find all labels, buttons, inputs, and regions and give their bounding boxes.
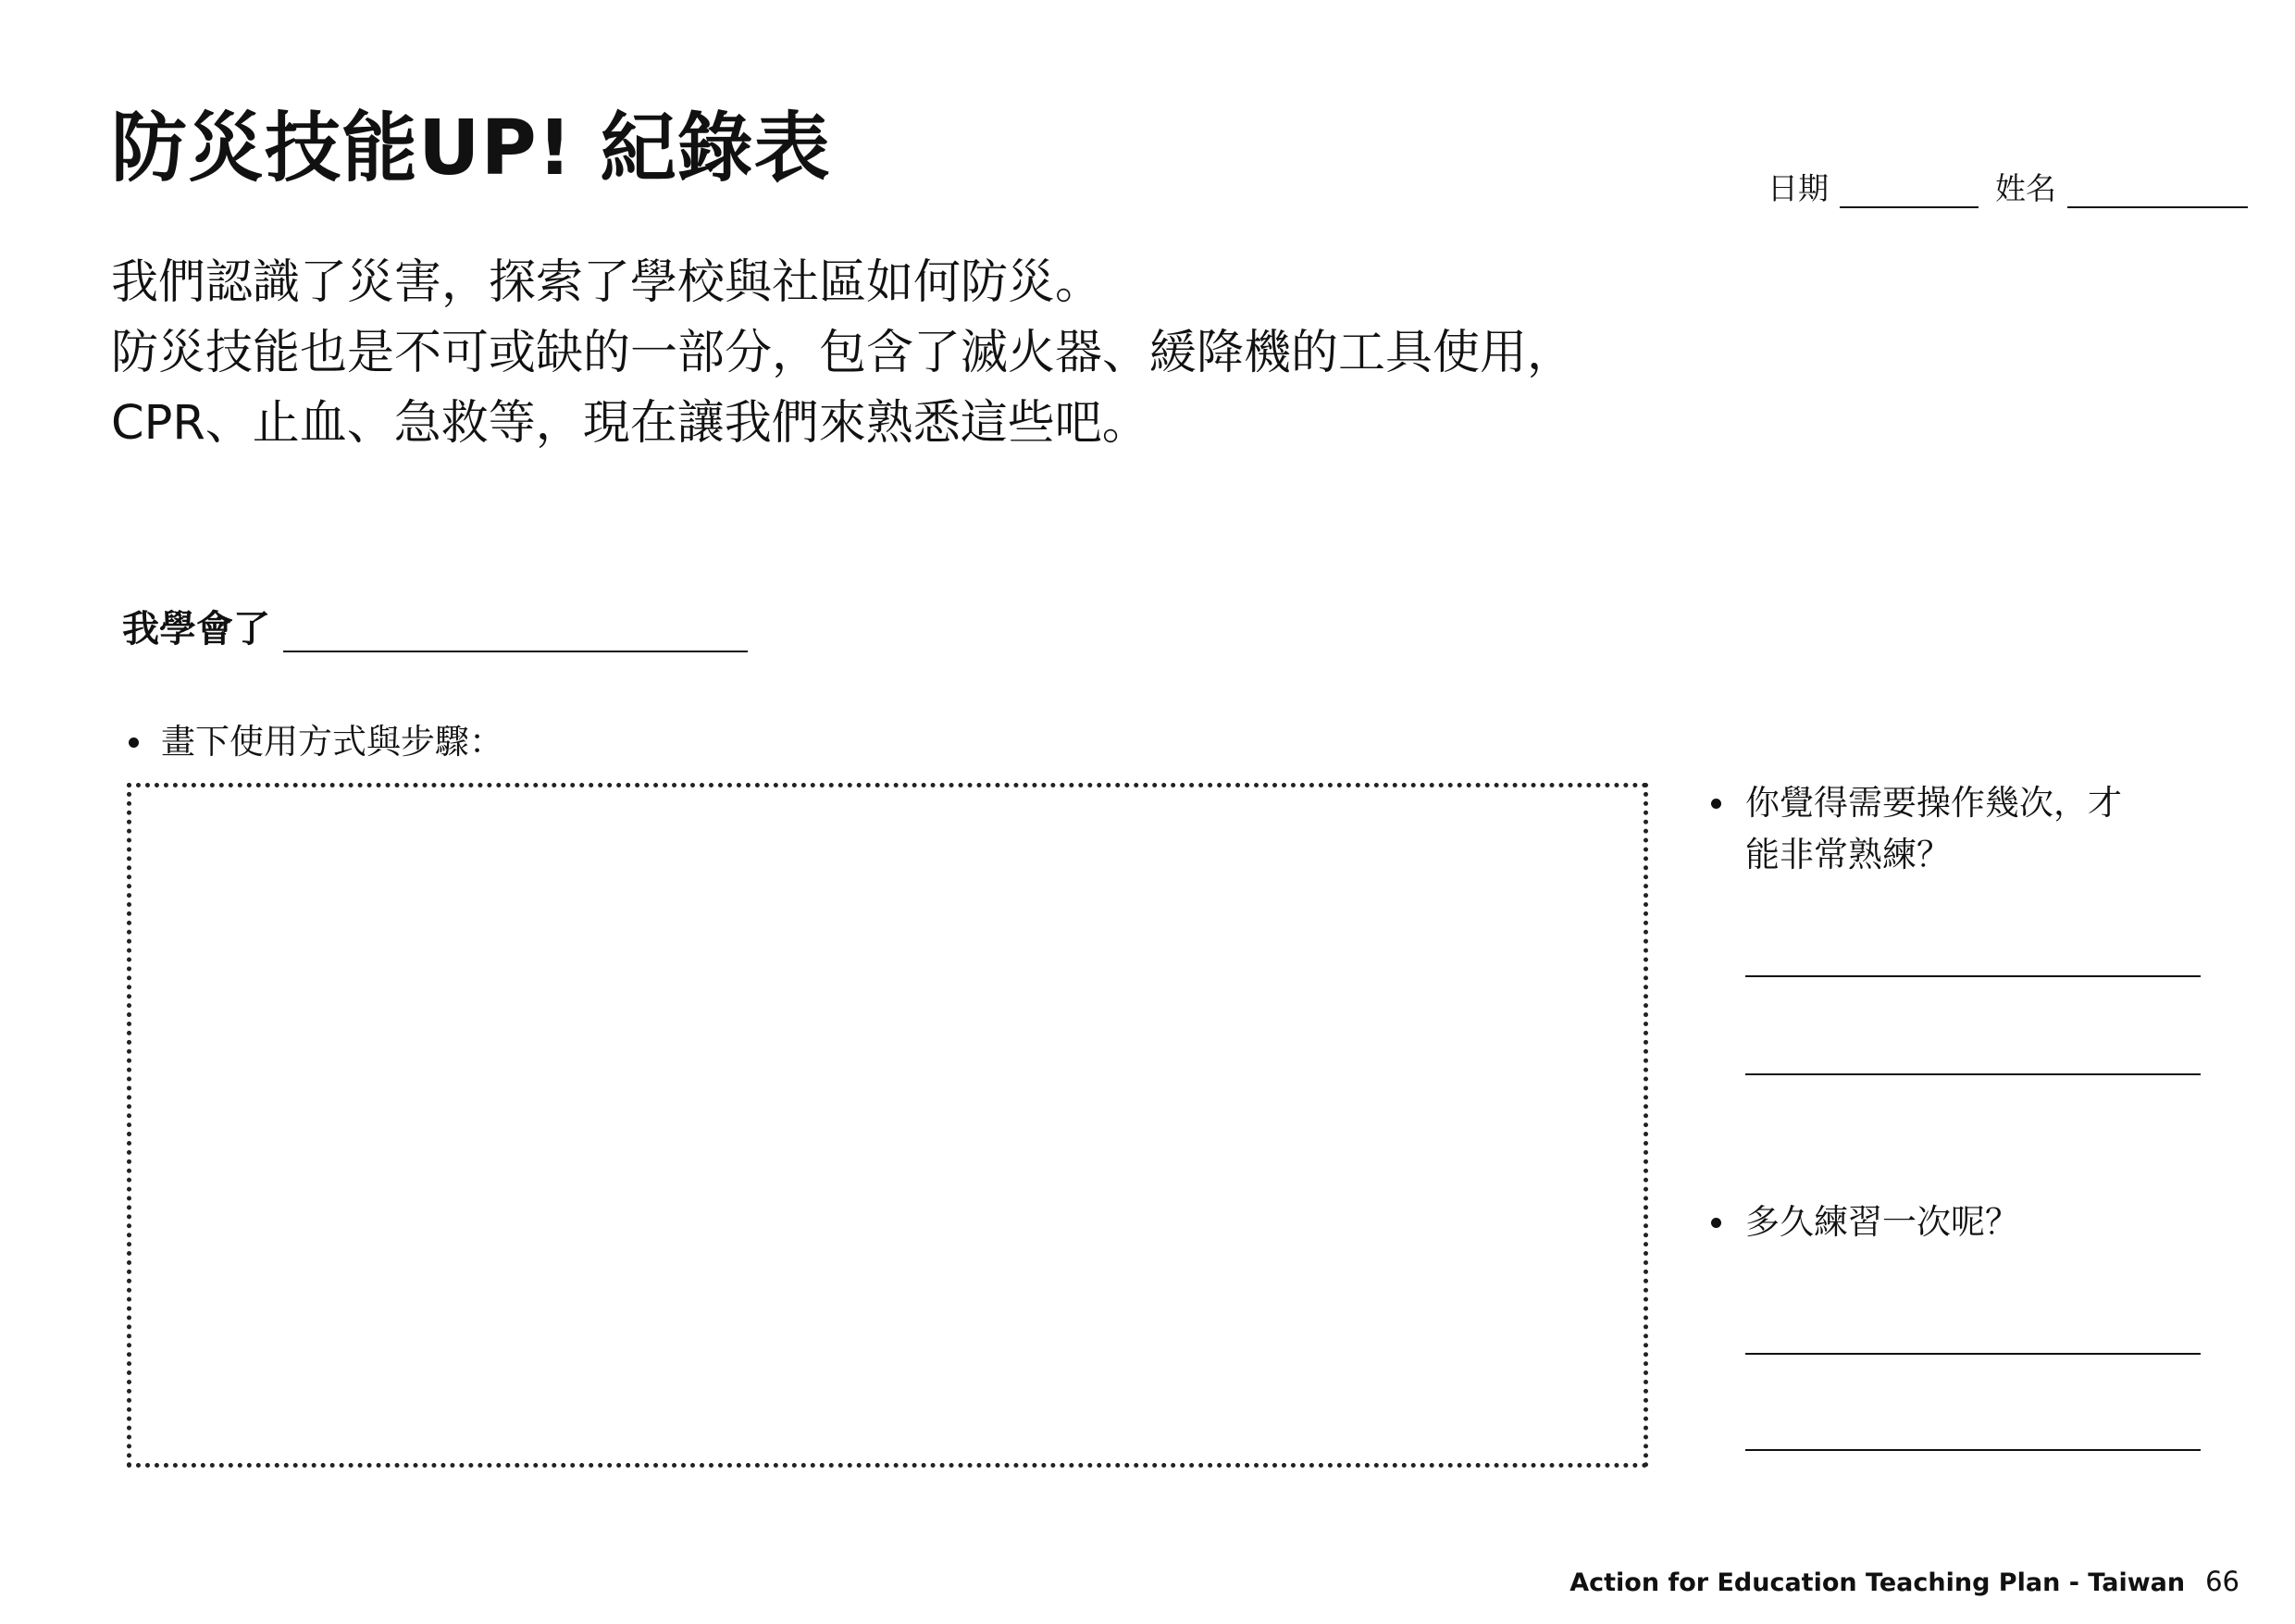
intro-line: 防災技能也是不可或缺的一部分，包含了滅火器、緩降機的工具使用， xyxy=(111,326,1575,380)
name-field[interactable] xyxy=(1995,165,2248,208)
bullet-icon xyxy=(129,738,139,748)
question-practice-times xyxy=(1745,777,2122,881)
answer-line[interactable] xyxy=(1745,1449,2201,1451)
page-footer xyxy=(1569,1566,2239,1597)
learned-label: 我學會了 xyxy=(122,608,270,651)
drawing-prompt: 畫下使用方式與步驟： xyxy=(161,722,503,762)
learned-field[interactable] xyxy=(122,600,748,652)
question-practice-frequency xyxy=(1745,1196,2019,1248)
question-line: 能非常熟練？ xyxy=(1745,835,1951,874)
page-title: 防災技能UP! 紀錄表 xyxy=(111,105,831,192)
intro-line: CPR、止血、急救等，現在讓我們來熟悉這些吧。 xyxy=(111,396,1149,451)
date-field[interactable] xyxy=(1768,165,1979,208)
page-number: 66 xyxy=(2205,1566,2239,1597)
bullet-icon xyxy=(1711,1218,1721,1228)
answer-line[interactable] xyxy=(1745,975,2201,977)
intro-paragraph xyxy=(111,248,1574,459)
name-label: 姓名 xyxy=(1995,170,2056,206)
question-line: 你覺得需要操作幾次，才 xyxy=(1745,783,2122,823)
question-line: 多久練習一次呢？ xyxy=(1745,1202,2019,1242)
footer-text: Action for Education Teaching Plan - Taiwan xyxy=(1569,1568,2186,1597)
intro-line: 我們認識了災害，探索了學校與社區如何防災。 xyxy=(111,255,1103,310)
date-label: 日期 xyxy=(1768,170,1829,206)
answer-line[interactable] xyxy=(1745,1073,2201,1075)
date-input-line[interactable] xyxy=(1840,179,1979,208)
drawing-area[interactable] xyxy=(127,783,1648,1468)
name-input-line[interactable] xyxy=(2067,179,2248,208)
learned-input-line[interactable] xyxy=(283,614,748,652)
bullet-icon xyxy=(1711,799,1721,809)
answer-line[interactable] xyxy=(1745,1353,2201,1355)
